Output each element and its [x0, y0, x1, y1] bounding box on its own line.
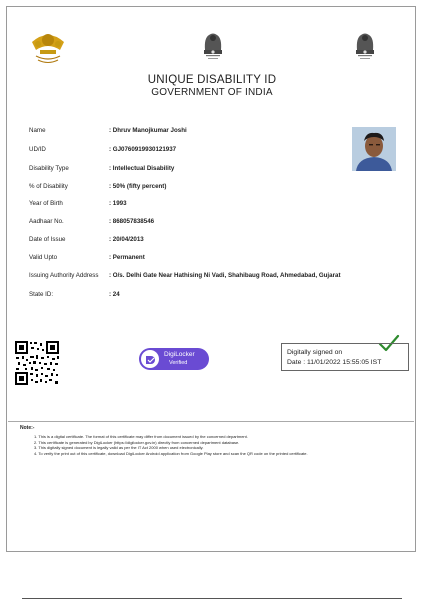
detail-value: : 50% (fifty percent) — [109, 183, 167, 190]
detail-label: Valid Upto — [29, 254, 58, 261]
footer-divider — [22, 598, 402, 599]
document-title: UNIQUE DISABILITY ID — [147, 74, 277, 86]
detail-value: : Intellectual Disability — [109, 165, 175, 172]
detail-value: : 868057838546 — [109, 218, 155, 225]
detail-label: Date of Issue — [29, 236, 66, 243]
note-item: 1. This is a digital certificate. The format of this certificate may differ from document issued by the concerned department. — [34, 434, 248, 439]
digital-signature-box — [281, 343, 409, 371]
detail-value: : Permanent — [109, 254, 145, 261]
detail-label: UD/ID — [29, 146, 46, 153]
national-emblem-icon — [200, 30, 226, 64]
detail-label: Disability Type — [29, 165, 69, 172]
detail-value: : 1993 — [109, 200, 127, 207]
note-item: 3. This digitally signed document is legally valid as per the IT Act 2000 when used electronically. — [34, 445, 204, 451]
detail-value: : GJ0760919930121937 — [109, 146, 177, 153]
note-list — [34, 434, 308, 456]
divider — [8, 421, 414, 422]
digilocker-label: DigiLocker — [164, 351, 195, 358]
qr-code-icon — [14, 340, 60, 386]
document-subtitle: GOVERNMENT OF INDIA — [151, 87, 273, 98]
note-item: 4. To verify the print out of this certificate, download DigiLocker Android application from Google Play store and scan the QR code on the printed certificate. — [34, 450, 308, 456]
detail-value: : 24 — [109, 291, 120, 298]
detail-label: Issuing Authority Address — [29, 272, 99, 279]
note-item: 2. This certificate is generated by DigiLocker (https://digilocker.gov.in) directly from concerned department database. — [34, 439, 240, 445]
national-emblem-icon — [352, 30, 378, 64]
person-photo-icon — [352, 127, 396, 171]
verified-label: Verified — [169, 360, 188, 366]
signature-date: Date : 11/01/2022 15:55:05 IST — [287, 359, 382, 366]
detail-value: : Dhruv Manojkumar Joshi — [109, 127, 187, 134]
detail-label: State ID: — [29, 291, 54, 298]
note-title: Note:- — [20, 425, 35, 431]
signature-label: Digitally signed on — [287, 349, 343, 356]
detail-value: : O/s. Delhi Gate Near Hathising Ni Vadi, Shahibaug Road, Ahmedabad, Gujarat — [109, 272, 341, 279]
detail-label: % of Disability — [29, 183, 68, 190]
holder-photo — [352, 127, 396, 171]
digilocker-verified-badge — [138, 347, 210, 371]
detail-label: Name — [29, 127, 46, 134]
detail-label: Aadhaar No. — [29, 218, 64, 225]
detail-value: : 20/04/2013 — [109, 236, 144, 243]
detail-label: Year of Birth — [29, 200, 63, 207]
state-emblem-icon — [26, 24, 70, 68]
